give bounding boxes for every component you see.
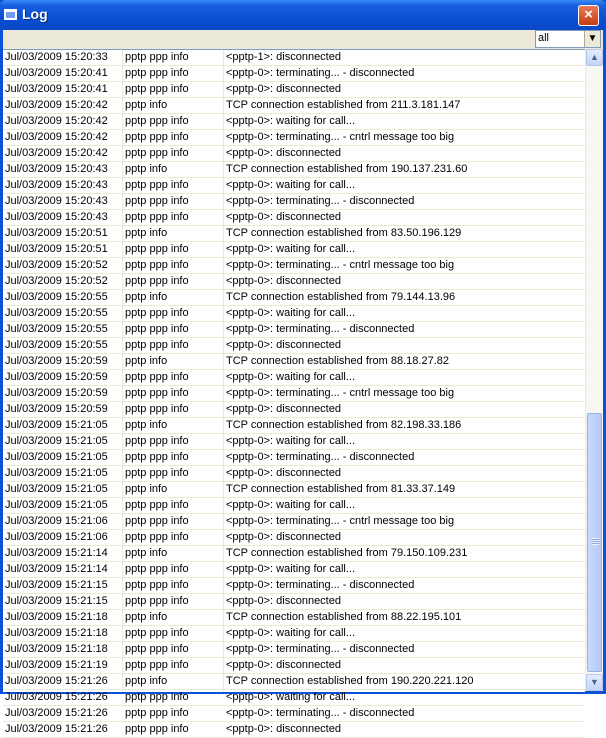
log-message-cell: TCP connection established from 79.150.109.231: [226, 547, 468, 559]
log-time-cell: Jul/03/2009 15:20:43: [5, 211, 108, 223]
log-topics-cell: pptp info: [125, 675, 168, 687]
log-topics-cell: pptp ppp info: [125, 643, 189, 655]
log-time-cell: Jul/03/2009 15:20:55: [5, 339, 108, 351]
log-time-cell: Jul/03/2009 15:20:59: [5, 355, 108, 367]
log-time-cell: Jul/03/2009 15:21:05: [5, 419, 108, 431]
log-topics-cell: pptp ppp info: [125, 131, 189, 143]
log-time-cell: Jul/03/2009 15:21:18: [5, 627, 108, 639]
log-message-cell: <pptp-0>: disconnected: [226, 83, 341, 95]
log-message-cell: TCP connection established from 190.220.221.120: [226, 675, 474, 687]
log-message-cell: <pptp-0>: waiting for call...: [226, 371, 356, 383]
log-time-cell: Jul/03/2009 15:21:05: [5, 435, 108, 447]
log-row[interactable]: [3, 98, 585, 114]
log-topics-cell: pptp info: [125, 355, 168, 367]
title-bar[interactable]: [0, 0, 606, 30]
log-message-cell: <pptp-0>: disconnected: [226, 595, 341, 607]
log-row[interactable]: [3, 306, 585, 322]
scrollbar-thumb[interactable]: [587, 413, 602, 672]
log-row[interactable]: [3, 50, 585, 66]
log-topics-cell: pptp ppp info: [125, 243, 189, 255]
log-topics-cell: pptp ppp info: [125, 115, 189, 127]
log-time-cell: Jul/03/2009 15:21:19: [5, 659, 108, 671]
log-row[interactable]: [3, 578, 585, 594]
log-topics-cell: pptp ppp info: [125, 627, 189, 639]
log-message-cell: <pptp-0>: terminating... - cntrl message too big: [226, 387, 455, 399]
log-row[interactable]: [3, 530, 585, 546]
log-row[interactable]: [3, 162, 585, 178]
log-topics-cell: pptp ppp info: [125, 451, 189, 463]
log-message-cell: <pptp-0>: terminating... - disconnected: [226, 579, 415, 591]
log-time-cell: Jul/03/2009 15:21:26: [5, 723, 108, 735]
log-row[interactable]: [3, 210, 585, 226]
log-row[interactable]: [3, 226, 585, 242]
log-message-cell: TCP connection established from 79.144.13.96: [226, 291, 456, 303]
log-topics-cell: pptp ppp info: [125, 435, 189, 447]
log-row[interactable]: [3, 434, 585, 450]
log-time-cell: Jul/03/2009 15:21:05: [5, 499, 108, 511]
log-time-cell: Jul/03/2009 15:20:59: [5, 371, 108, 383]
log-topics-cell: pptp ppp info: [125, 147, 189, 159]
log-message-cell: <pptp-0>: waiting for call...: [226, 691, 356, 703]
log-topics-cell: pptp ppp info: [125, 67, 189, 79]
log-time-cell: Jul/03/2009 15:20:59: [5, 403, 108, 415]
window-icon: [4, 9, 17, 20]
close-button[interactable]: ×: [578, 5, 599, 26]
log-message-cell: <pptp-0>: terminating... - disconnected: [226, 451, 415, 463]
log-message-cell: <pptp-0>: waiting for call...: [226, 307, 356, 319]
log-topics-cell: pptp ppp info: [125, 387, 189, 399]
log-message-cell: TCP connection established from 82.198.33.186: [226, 419, 462, 431]
log-row[interactable]: [3, 562, 585, 578]
log-row[interactable]: [3, 722, 585, 738]
log-topics-cell: pptp info: [125, 419, 168, 431]
log-time-cell: Jul/03/2009 15:21:06: [5, 515, 108, 527]
log-time-cell: Jul/03/2009 15:21:26: [5, 675, 108, 687]
log-row[interactable]: [3, 450, 585, 466]
log-row[interactable]: [3, 514, 585, 530]
log-message-cell: TCP connection established from 81.33.37.149: [226, 483, 456, 495]
log-topics-cell: pptp ppp info: [125, 515, 189, 527]
log-time-cell: Jul/03/2009 15:20:42: [5, 115, 108, 127]
log-message-cell: <pptp-0>: waiting for call...: [226, 115, 356, 127]
log-row[interactable]: [3, 498, 585, 514]
log-row[interactable]: [3, 402, 585, 418]
log-message-cell: <pptp-0>: disconnected: [226, 531, 341, 543]
log-row[interactable]: [3, 386, 585, 402]
log-message-cell: TCP connection established from 88.22.195.101: [226, 611, 462, 623]
log-message-cell: <pptp-0>: waiting for call...: [226, 243, 356, 255]
log-time-cell: Jul/03/2009 15:20:41: [5, 83, 108, 95]
log-time-cell: Jul/03/2009 15:20:42: [5, 131, 108, 143]
log-message-cell: <pptp-0>: disconnected: [226, 723, 341, 735]
toolbar: [3, 30, 603, 48]
log-row[interactable]: [3, 546, 585, 562]
log-time-cell: Jul/03/2009 15:20:52: [5, 259, 108, 271]
log-message-cell: <pptp-1>: disconnected: [226, 51, 341, 63]
log-message-cell: <pptp-0>: terminating... - disconnected: [226, 707, 415, 719]
log-message-cell: <pptp-0>: disconnected: [226, 403, 341, 415]
log-topics-cell: pptp info: [125, 547, 168, 559]
log-topics-cell: pptp ppp info: [125, 403, 189, 415]
log-time-cell: Jul/03/2009 15:20:51: [5, 243, 108, 255]
log-topics-cell: pptp ppp info: [125, 595, 189, 607]
log-time-cell: Jul/03/2009 15:21:05: [5, 483, 108, 495]
log-row[interactable]: [3, 274, 585, 290]
log-row[interactable]: [3, 82, 585, 98]
log-message-cell: TCP connection established from 83.50.196.129: [226, 227, 462, 239]
log-row[interactable]: [3, 322, 585, 338]
log-row[interactable]: [3, 370, 585, 386]
log-topics-cell: pptp ppp info: [125, 723, 189, 735]
log-message-cell: <pptp-0>: disconnected: [226, 211, 341, 223]
log-row[interactable]: [3, 290, 585, 306]
scroll-up-button[interactable]: ▲: [586, 49, 603, 66]
log-message-cell: <pptp-0>: disconnected: [226, 659, 341, 671]
window-client-area: [3, 30, 603, 735]
log-time-cell: Jul/03/2009 15:20:41: [5, 67, 108, 79]
log-row[interactable]: [3, 626, 585, 642]
log-time-cell: Jul/03/2009 15:20:43: [5, 163, 108, 175]
log-message-cell: <pptp-0>: waiting for call...: [226, 627, 356, 639]
log-time-cell: Jul/03/2009 15:20:42: [5, 99, 108, 111]
log-message-cell: <pptp-0>: terminating... - disconnected: [226, 643, 415, 655]
log-topics-cell: pptp ppp info: [125, 467, 189, 479]
log-time-cell: Jul/03/2009 15:20:55: [5, 323, 108, 335]
log-row[interactable]: [3, 130, 585, 146]
log-topics-cell: pptp ppp info: [125, 579, 189, 591]
log-row[interactable]: [3, 114, 585, 130]
log-message-cell: <pptp-0>: waiting for call...: [226, 499, 356, 511]
log-time-cell: Jul/03/2009 15:21:26: [5, 691, 108, 703]
log-message-cell: <pptp-0>: disconnected: [226, 147, 341, 159]
log-message-cell: <pptp-0>: disconnected: [226, 467, 341, 479]
log-message-cell: <pptp-0>: terminating... - cntrl message too big: [226, 515, 455, 527]
log-message-cell: TCP connection established from 190.137.231.60: [226, 163, 468, 175]
log-row[interactable]: [3, 690, 585, 706]
log-topics-cell: pptp ppp info: [125, 707, 189, 719]
log-topics-cell: pptp info: [125, 291, 168, 303]
log-time-cell: Jul/03/2009 15:21:18: [5, 611, 108, 623]
log-row[interactable]: [3, 146, 585, 162]
log-topics-cell: pptp ppp info: [125, 211, 189, 223]
log-message-cell: <pptp-0>: terminating... - disconnected: [226, 195, 415, 207]
log-topics-cell: pptp ppp info: [125, 339, 189, 351]
log-row[interactable]: [3, 466, 585, 482]
log-row[interactable]: [3, 178, 585, 194]
log-row[interactable]: [3, 66, 585, 82]
log-time-cell: Jul/03/2009 15:20:42: [5, 147, 108, 159]
log-topics-cell: pptp ppp info: [125, 259, 189, 271]
log-topics-cell: pptp ppp info: [125, 691, 189, 703]
log-topics-cell: pptp ppp info: [125, 195, 189, 207]
log-time-cell: Jul/03/2009 15:21:14: [5, 547, 108, 559]
log-time-cell: Jul/03/2009 15:20:52: [5, 275, 108, 287]
log-topics-cell: pptp info: [125, 163, 168, 175]
log-topics-cell: pptp ppp info: [125, 531, 189, 543]
log-time-cell: Jul/03/2009 15:21:05: [5, 467, 108, 479]
log-topics-cell: pptp ppp info: [125, 659, 189, 671]
log-topics-cell: pptp ppp info: [125, 563, 189, 575]
log-time-cell: Jul/03/2009 15:21:15: [5, 595, 108, 607]
log-time-cell: Jul/03/2009 15:20:33: [5, 51, 108, 63]
log-row[interactable]: [3, 338, 585, 354]
log-topics-cell: pptp ppp info: [125, 275, 189, 287]
log-topics-cell: pptp ppp info: [125, 179, 189, 191]
log-row[interactable]: [3, 194, 585, 210]
scroll-down-button[interactable]: ▼: [586, 674, 603, 691]
log-row[interactable]: [3, 706, 585, 722]
log-message-cell: <pptp-0>: terminating... - disconnected: [226, 67, 415, 79]
log-row[interactable]: [3, 642, 585, 658]
log-message-cell: <pptp-0>: waiting for call...: [226, 435, 356, 447]
log-time-cell: Jul/03/2009 15:20:43: [5, 195, 108, 207]
log-row[interactable]: [3, 594, 585, 610]
log-row[interactable]: [3, 258, 585, 274]
log-time-cell: Jul/03/2009 15:20:43: [5, 179, 108, 191]
log-row[interactable]: [3, 242, 585, 258]
log-time-cell: Jul/03/2009 15:20:59: [5, 387, 108, 399]
log-time-cell: Jul/03/2009 15:20:55: [5, 291, 108, 303]
log-time-cell: Jul/03/2009 15:21:06: [5, 531, 108, 543]
log-topics-cell: pptp ppp info: [125, 323, 189, 335]
log-topics-cell: pptp ppp info: [125, 307, 189, 319]
log-message-cell: TCP connection established from 88.18.27.82: [226, 355, 449, 367]
log-row[interactable]: [3, 610, 585, 626]
log-list[interactable]: [3, 49, 585, 735]
log-row[interactable]: [3, 482, 585, 498]
log-topics-cell: pptp info: [125, 227, 168, 239]
vertical-scrollbar[interactable]: [585, 49, 603, 691]
log-message-cell: <pptp-0>: terminating... - disconnected: [226, 323, 415, 335]
log-topics-cell: pptp info: [125, 611, 168, 623]
log-message-cell: <pptp-0>: disconnected: [226, 275, 341, 287]
log-topics-cell: pptp info: [125, 483, 168, 495]
log-message-cell: <pptp-0>: terminating... - cntrl message too big: [226, 259, 455, 271]
log-row[interactable]: [3, 658, 585, 674]
topic-filter-select[interactable]: [535, 30, 601, 48]
log-time-cell: Jul/03/2009 15:21:15: [5, 579, 108, 591]
log-topics-cell: pptp ppp info: [125, 51, 189, 63]
log-message-cell: TCP connection established from 211.3.181.147: [226, 99, 461, 111]
log-message-cell: <pptp-0>: waiting for call...: [226, 179, 356, 191]
log-row[interactable]: [3, 674, 585, 690]
window-title: Log: [22, 6, 48, 22]
log-topics-cell: pptp info: [125, 99, 168, 111]
log-message-cell: <pptp-0>: terminating... - cntrl message too big: [226, 131, 455, 143]
log-time-cell: Jul/03/2009 15:21:14: [5, 563, 108, 575]
log-message-cell: <pptp-0>: disconnected: [226, 339, 341, 351]
log-time-cell: Jul/03/2009 15:21:18: [5, 643, 108, 655]
log-time-cell: Jul/03/2009 15:20:55: [5, 307, 108, 319]
log-topics-cell: pptp ppp info: [125, 83, 189, 95]
log-topics-cell: pptp ppp info: [125, 499, 189, 511]
grip-icon: [592, 538, 599, 545]
log-topics-cell: pptp ppp info: [125, 371, 189, 383]
log-message-cell: <pptp-0>: waiting for call...: [226, 563, 356, 575]
log-time-cell: Jul/03/2009 15:20:51: [5, 227, 108, 239]
topic-filter-value: all: [538, 32, 550, 44]
log-time-cell: Jul/03/2009 15:21:05: [5, 451, 108, 463]
log-time-cell: Jul/03/2009 15:21:26: [5, 707, 108, 719]
log-row[interactable]: [3, 354, 585, 370]
log-row[interactable]: [3, 418, 585, 434]
dropdown-arrow-icon[interactable]: ▼: [584, 31, 600, 47]
